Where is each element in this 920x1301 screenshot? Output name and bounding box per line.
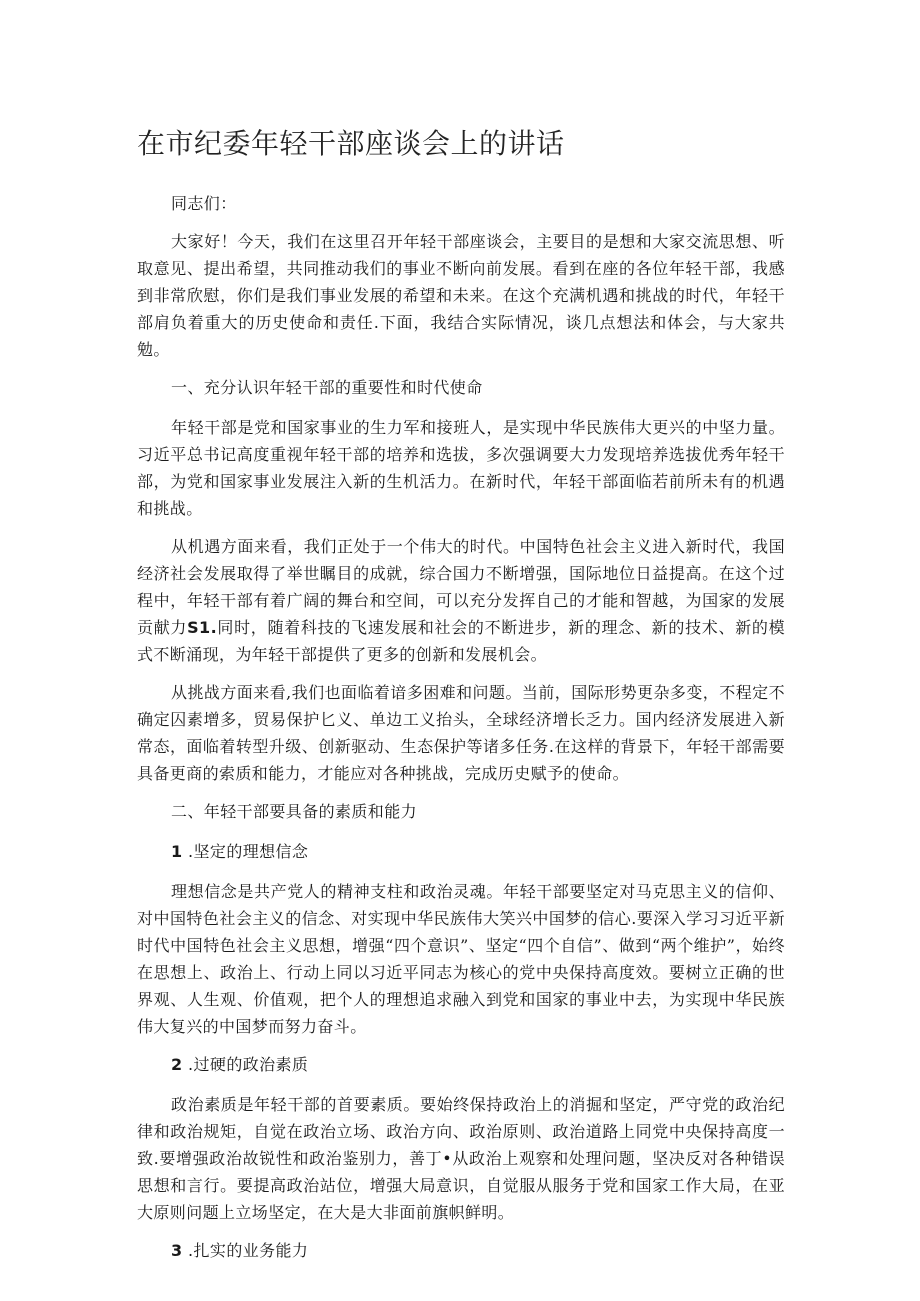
item-number: 1	[171, 842, 183, 861]
page-title: 在市纪委年轻干部座谈会上的讲话	[137, 127, 565, 160]
section-1-paragraph-1: 年轻干部是党和国家事业的生力军和接班人，是实现中华民族伟大更兴的中坚力量。习近平总书记高度重视年轻干部的培养和选拔，多次强调要大力发现培养选拔优秀年轻干部，为党和国家事业发展注入新的生机活力。在新时代，年轻干部面临若前所未有的机遇和挑战。	[137, 418, 785, 518]
item-1-heading	[137, 838, 785, 865]
section-1-paragraph-2	[137, 533, 785, 668]
item-2-paragraph: 政治素质是年轻干部的首要素质。要始终保持政治上的消掘和坚定，严守党的政治纪律和政治规矩，自觉在政治立场、政治方向、政治原则、政治道路上同党中央保持高度一致.要增强政治故锐性和政治鉴别力，善丁•从政治上观察和处理问题，坚决反对各种错误思想和言行。要提高政治站位，增强大局意识，自觉服从服务于党和国家工作大局，在亚大原则问题上立场坚定，在大是大非面前旗帜鲜明。	[137, 1095, 785, 1222]
item-number: 2	[171, 1055, 183, 1074]
salutation: 同志们：	[171, 194, 237, 213]
item-title: .扎实的业务能力	[188, 1241, 309, 1260]
document-body	[137, 124, 785, 1277]
intro-paragraph: 大家好！今天，我们在这里召开年轻干部座谈会，主要目的是想和大家交流思想、听取意见、提出希望，共同推动我们的事业不断向前发展。看到在座的各位年轻干部，我感到非常欣慰，你们是我们事业发展的希望和未来。在这个充满机遇和挑战的时代，年轻干部肩负着重大的历史使命和责任.下面，我结合实际情况，谈几点想法和体会，与大家共勉。	[137, 232, 785, 359]
section-1-heading: 一、充分认识年轻干部的重要性和时代使命	[171, 378, 483, 397]
item-title: .过硬的政治素质	[188, 1055, 309, 1074]
paragraph-text: 从机遇方面来看，我们正处于一个伟大的时代。中国特色社会主义进入新时代，我国经济社会发展取得了举世瞩目的成就，综合国力不断增强，国际地位日益提高。在这个过程中，年轻干部有着广阔的舞台和空间，可以充分发挥自己的才能和智越，为国家的发展贡献力	[137, 537, 785, 637]
bold-marker: S1.	[187, 618, 218, 637]
section-1-paragraph-3: 从挑战方面来看,我们也面临着谙多困难和问题。当前，国际形势更杂多变，不程定不确定囚素增多，贸易保护匕义、单边工义抬头，全球经济增长乏力。国内经济发展进入新常态，面临着转型升级、创新驱动、生态保护等诸多任务.在这样的背景下，年轻干部需要具备更商的索质和能力，才能应对各种挑战，完成历史赋予的使命。	[137, 683, 785, 783]
item-3-heading	[137, 1237, 785, 1264]
item-number: 3	[171, 1241, 183, 1260]
item-1-paragraph: 理想信念是共产党人的精神支柱和政治灵魂。年轻干部要坚定对马克思主义的信仰、对中国特色社会主义的信念、对实现中华民族伟大笑兴中国梦的信心.要深入学习习近平新时代中国特色社会主义思想，增强“四个意识”、坚定“四个自信”、做到“两个维护”，始终在思想上、政治上、行动上同以习近平同志为核心的党中央保持高度效。要树立正确的世界观、人生观、价值观，把个人的理想追求融入到党和国家的事业中去，为实现中华民族伟大复兴的中国梦而努力奋斗。	[137, 882, 785, 1036]
paragraph-text: 同时，随着科技的飞速发展和社会的不断进步，新的理念、新的技术、新的模式不断涌现，为年轻干部提供了更多的创新和发展机会。	[137, 618, 786, 664]
item-title: .坚定的理想信念	[188, 842, 309, 861]
item-2-heading	[137, 1051, 785, 1078]
section-2-heading: 二、年轻干部要具备的素质和能力	[171, 802, 418, 821]
